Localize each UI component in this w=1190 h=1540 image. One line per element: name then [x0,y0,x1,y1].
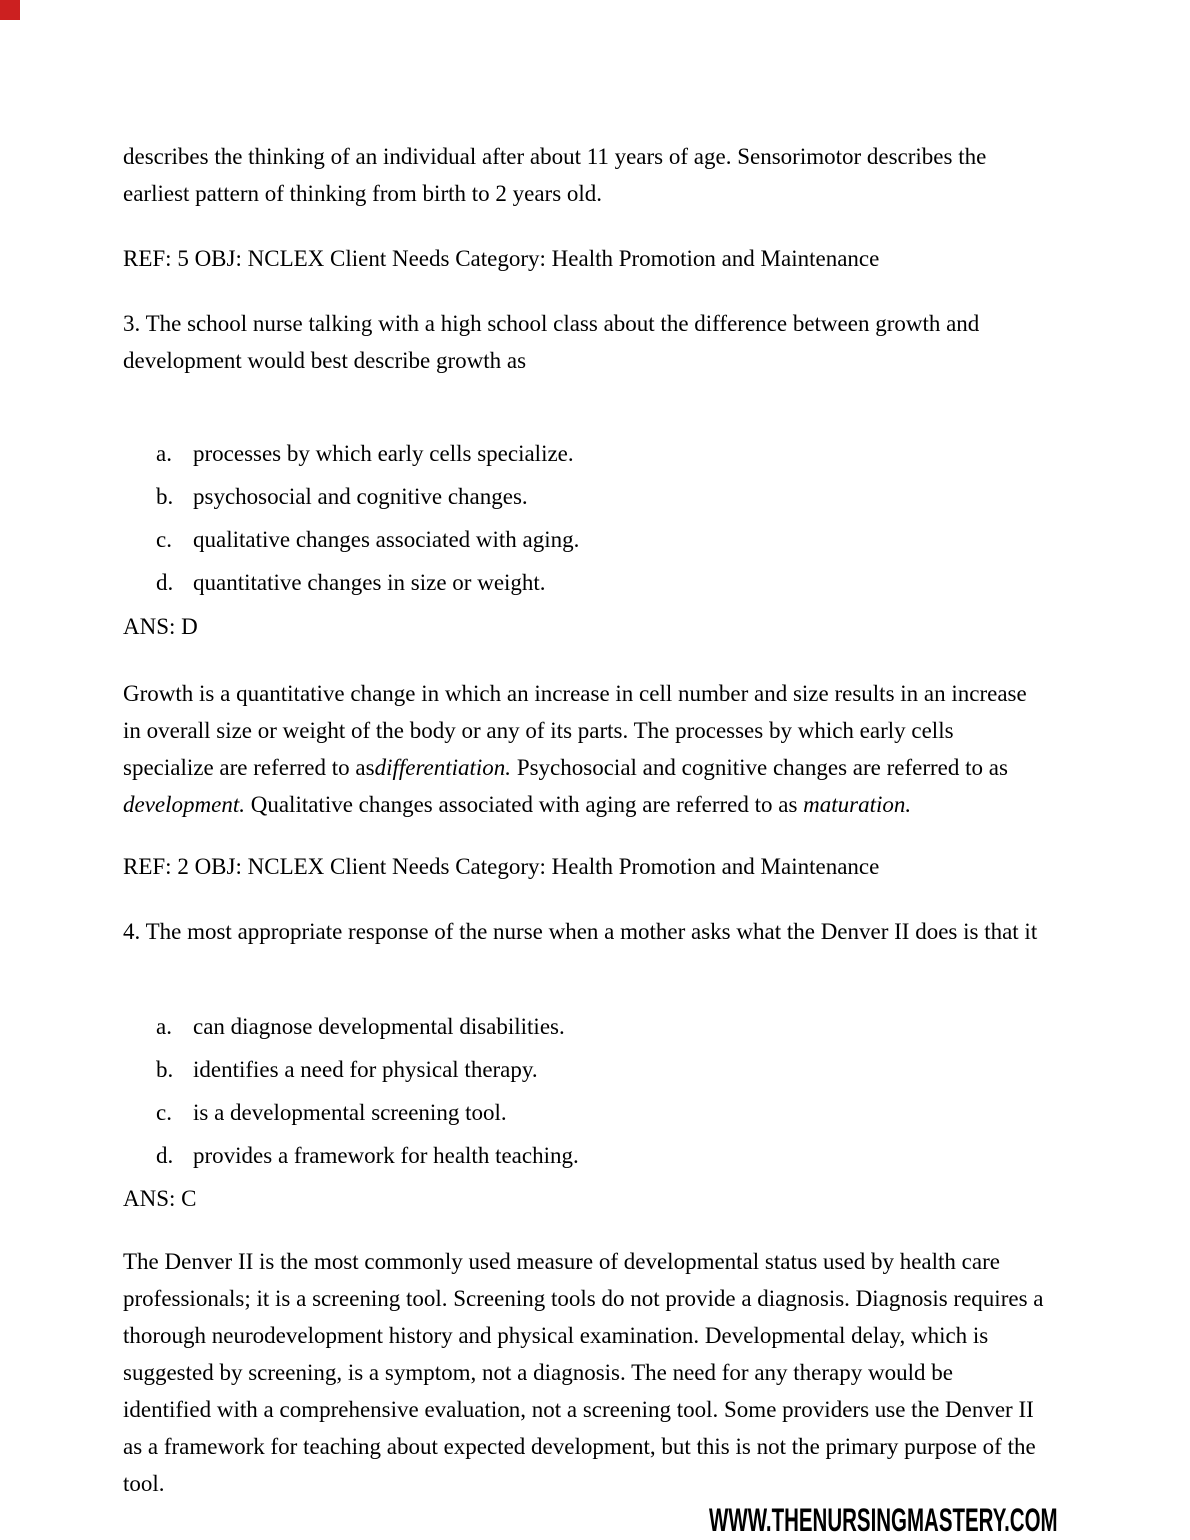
option-letter: d. [156,570,174,595]
option-row [133,1111,579,1201]
question-3-line: development would best describe growth as [123,348,527,373]
rationale-line: thorough neurodevelopment history and physical examination. Developmental delay, which is [123,1323,989,1348]
question-4-line: 4. The most appropriate response of the nurse when a mother asks what the Denver II does is that it [123,919,1038,944]
rationale-line: suggested by screening, is a symptom, not a diagnosis. The need for any therapy would be [123,1360,953,1385]
rationale-line [123,753,1008,783]
answer-line: ANS: D [123,614,198,639]
option-text: qualitative changes associated with aging. [193,527,580,552]
ref-line: REF: 5 OBJ: NCLEX Client Needs Category: Health Promotion and Maintenance [123,246,880,271]
option-text: psychosocial and cognitive changes. [193,484,528,509]
rationale-text: Psychosocial and cognitive changes are referred to as [511,755,1008,780]
page-corner-marker [0,0,20,20]
option-text: identifies a need for physical therapy. [193,1057,538,1082]
rationale-text: specialize are referred to as [123,755,375,780]
rationale-line: The Denver II is the most commonly used measure of developmental status used by health care [123,1249,1000,1274]
rationale-italic-term: maturation. [803,792,912,817]
rationale-italic-term: differentiation. [374,755,512,780]
option-letter: c. [156,1100,172,1125]
option-text: provides a framework for health teaching. [193,1143,579,1168]
option-letter: b. [156,1057,174,1082]
option-letter: b. [156,484,174,509]
rationale-italic-term: development. [123,792,245,817]
option-letter: d. [156,1143,174,1168]
option-letter: c. [156,527,172,552]
rationale-line: professionals; it is a screening tool. Screening tools do not provide a diagnosis. Diagnosis requires a [123,1286,1044,1311]
rationale-line: describes the thinking of an individual after about 11 years of age. Sensorimotor describes the [123,144,987,169]
rationale-line [123,790,911,820]
rationale-line: in overall size or weight of the body or any of its parts. The processes by which early cells [123,718,954,743]
ref-line: REF: 2 OBJ: NCLEX Client Needs Category: Health Promotion and Maintenance [123,854,880,879]
option-letter: a. [156,1014,172,1039]
answer-line: ANS: C [123,1186,197,1211]
option-text: processes by which early cells specialize. [193,441,574,466]
rationale-line: identified with a comprehensive evaluation, not a screening tool. Some providers use the Denver II [123,1397,1034,1422]
rationale-line: as a framework for teaching about expected development, but this is not the primary purpose of the [123,1434,1036,1459]
option-text: quantitative changes in size or weight. [193,570,546,595]
question-3-line: 3. The school nurse talking with a high school class about the difference between growth and [123,311,980,336]
rationale-text: Qualitative changes associated with aging are referred to as [244,792,804,817]
option-letter: a. [156,441,172,466]
rationale-line: Growth is a quantitative change in which an increase in cell number and size results in an increase [123,681,1027,706]
footer-watermark: WWW.THENURSINGMASTERY.COM [709,1502,1058,1538]
option-text: can diagnose developmental disabilities. [193,1014,565,1039]
rationale-line: tool. [123,1471,165,1496]
rationale-line: earliest pattern of thinking from birth to 2 years old. [123,181,603,206]
option-text: is a developmental screening tool. [193,1100,507,1125]
